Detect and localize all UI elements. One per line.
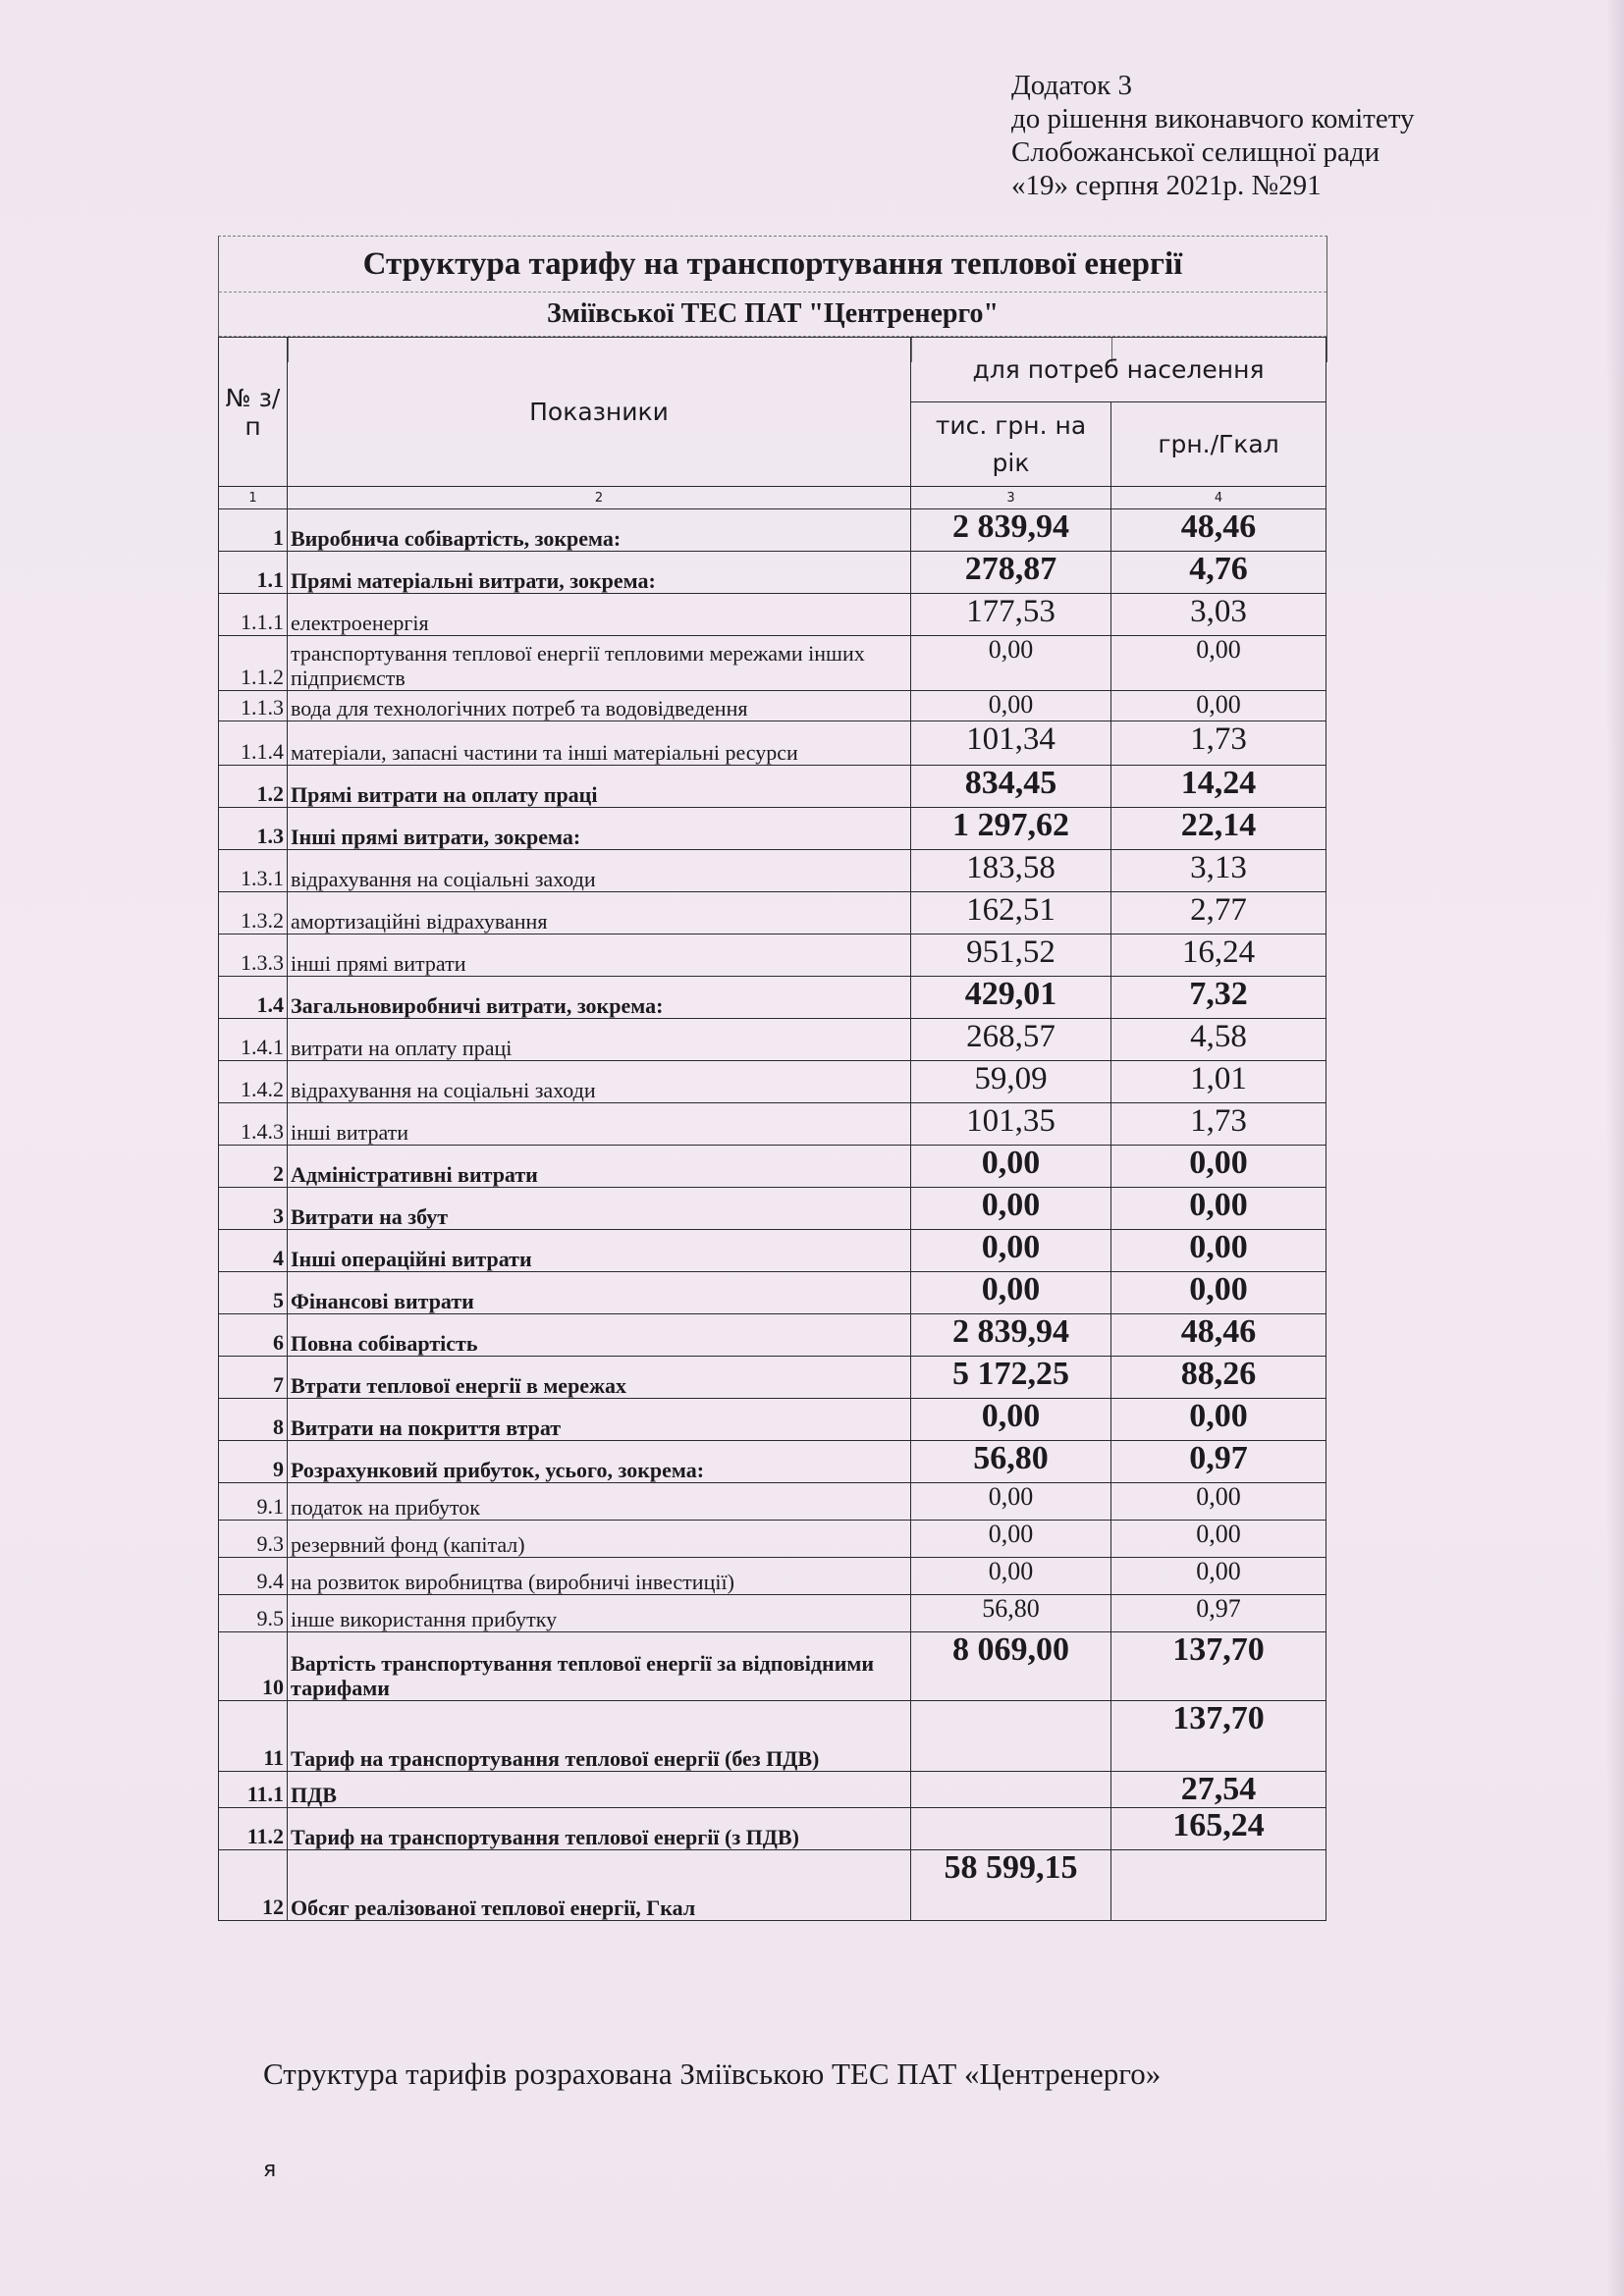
row-value-thousand-uah: 2 839,94 (911, 509, 1111, 552)
table-row (219, 1399, 1326, 1441)
row-number: 9.5 (219, 1595, 288, 1632)
row-label: Тариф на транспортування теплової енергії (без ПДВ) (288, 1701, 911, 1772)
row-value-uah-per-gcal: 48,46 (1111, 509, 1326, 552)
table-row (219, 1558, 1326, 1595)
row-number: 1.3.3 (219, 934, 288, 977)
row-value-thousand-uah: 0,00 (911, 1558, 1111, 1595)
row-label: інші витрати (288, 1103, 911, 1146)
table-row (219, 1357, 1326, 1399)
row-value-thousand-uah: 429,01 (911, 977, 1111, 1019)
row-value-thousand-uah (911, 1701, 1111, 1772)
footer-note: Структура тарифів розрахована Зміївською ТЕС ПАТ «Центренерго» (263, 2056, 1162, 2091)
row-value-uah-per-gcal: 0,00 (1111, 1558, 1326, 1595)
row-label: резервний фонд (капітал) (288, 1521, 911, 1558)
table-row (219, 691, 1326, 721)
document-subtitle: Зміївської ТЕС ПАТ "Центренерго" (219, 293, 1326, 337)
row-label: Втрати теплової енергії в мережах (288, 1357, 911, 1399)
row-value-thousand-uah: 58 599,15 (911, 1850, 1111, 1921)
row-value-thousand-uah: 951,52 (911, 934, 1111, 977)
row-number: 9.4 (219, 1558, 288, 1595)
row-label: Повна собівартість (288, 1314, 911, 1357)
row-value-thousand-uah (911, 1808, 1111, 1850)
row-value-thousand-uah: 0,00 (911, 636, 1111, 691)
table-header-row (219, 338, 1326, 402)
row-number: 1.3.2 (219, 892, 288, 934)
row-value-thousand-uah: 0,00 (911, 1146, 1111, 1188)
row-value-thousand-uah: 2 839,94 (911, 1314, 1111, 1357)
row-label: інші прямі витрати (288, 934, 911, 977)
row-number: 1.1 (219, 552, 288, 594)
row-value-thousand-uah: 59,09 (911, 1061, 1111, 1103)
header-indicators: Показники (288, 338, 911, 487)
table-row (219, 808, 1326, 850)
table-row (219, 766, 1326, 808)
table-row (219, 1314, 1326, 1357)
row-number: 1.1.2 (219, 636, 288, 691)
row-label: Обсяг реалізованої теплової енергії, Гкал (288, 1850, 911, 1921)
annex-line-3: Слобожанської селищної ради (1011, 136, 1380, 168)
row-number: 11 (219, 1701, 288, 1772)
row-value-uah-per-gcal: 0,00 (1111, 1399, 1326, 1441)
row-value-uah-per-gcal: 1,73 (1111, 721, 1326, 766)
table-row (219, 1230, 1326, 1272)
row-value-uah-per-gcal: 0,00 (1111, 1146, 1326, 1188)
row-number: 11.1 (219, 1772, 288, 1808)
row-value-uah-per-gcal: 3,13 (1111, 850, 1326, 892)
row-number: 8 (219, 1399, 288, 1441)
row-label: Загальновиробничі витрати, зокрема: (288, 977, 911, 1019)
row-value-thousand-uah: 162,51 (911, 892, 1111, 934)
row-value-thousand-uah: 183,58 (911, 850, 1111, 892)
table-row (219, 1019, 1326, 1061)
row-label: Витрати на збут (288, 1188, 911, 1230)
row-label: вода для технологічних потреб та водовідведення (288, 691, 911, 721)
row-value-uah-per-gcal: 4,58 (1111, 1019, 1326, 1061)
row-label: Тариф на транспортування теплової енергії (з ПДВ) (288, 1808, 911, 1850)
table-row (219, 977, 1326, 1019)
header-col4: грн./Гкал (1111, 402, 1326, 487)
row-value-thousand-uah: 5 172,25 (911, 1357, 1111, 1399)
table-row (219, 552, 1326, 594)
row-label: Інші прямі витрати, зокрема: (288, 808, 911, 850)
row-value-thousand-uah: 0,00 (911, 691, 1111, 721)
annex-line-4: «19» серпня 2021р. №291 (1011, 170, 1322, 201)
annex-reference (1011, 69, 1415, 202)
row-value-thousand-uah: 0,00 (911, 1230, 1111, 1272)
row-value-thousand-uah: 278,87 (911, 552, 1111, 594)
row-number: 6 (219, 1314, 288, 1357)
row-value-thousand-uah: 177,53 (911, 594, 1111, 636)
row-number: 3 (219, 1188, 288, 1230)
row-number: 4 (219, 1230, 288, 1272)
row-value-uah-per-gcal: 137,70 (1111, 1632, 1326, 1701)
row-value-uah-per-gcal: 0,97 (1111, 1595, 1326, 1632)
row-value-thousand-uah: 0,00 (911, 1483, 1111, 1521)
column-number-row (219, 487, 1326, 509)
row-label: Виробнича собівартість, зокрема: (288, 509, 911, 552)
row-number: 5 (219, 1272, 288, 1314)
table-row (219, 594, 1326, 636)
row-label: Вартість транспортування теплової енергії за відповідними тарифами (288, 1632, 911, 1701)
row-value-thousand-uah (911, 1772, 1111, 1808)
row-value-uah-per-gcal: 27,54 (1111, 1772, 1326, 1808)
row-value-thousand-uah: 101,35 (911, 1103, 1111, 1146)
row-value-uah-per-gcal: 0,00 (1111, 636, 1326, 691)
row-value-uah-per-gcal: 2,77 (1111, 892, 1326, 934)
row-value-uah-per-gcal: 1,01 (1111, 1061, 1326, 1103)
row-value-thousand-uah: 56,80 (911, 1441, 1111, 1483)
row-number: 1.4.3 (219, 1103, 288, 1146)
table-row (219, 1772, 1326, 1808)
row-label: Адміністративні витрати (288, 1146, 911, 1188)
row-number: 1.4.1 (219, 1019, 288, 1061)
row-value-uah-per-gcal: 0,00 (1111, 1521, 1326, 1558)
row-number: 1.3.1 (219, 850, 288, 892)
row-value-thousand-uah: 0,00 (911, 1399, 1111, 1441)
row-value-thousand-uah: 56,80 (911, 1595, 1111, 1632)
row-value-uah-per-gcal: 0,00 (1111, 1230, 1326, 1272)
row-value-uah-per-gcal: 1,73 (1111, 1103, 1326, 1146)
table-row (219, 850, 1326, 892)
row-label: Прямі витрати на оплату праці (288, 766, 911, 808)
row-label: матеріали, запасні частини та інші матеріальні ресурси (288, 721, 911, 766)
row-value-uah-per-gcal: 22,14 (1111, 808, 1326, 850)
row-value-uah-per-gcal: 14,24 (1111, 766, 1326, 808)
row-value-uah-per-gcal: 88,26 (1111, 1357, 1326, 1399)
table-row (219, 934, 1326, 977)
document-title: Структура тарифу на транспортування теплової енергії (219, 237, 1326, 293)
row-label: Прямі матеріальні витрати, зокрема: (288, 552, 911, 594)
annex-line-1: Додаток 3 (1011, 70, 1132, 101)
row-label: транспортування теплової енергії тепловими мережами інших підприємств (288, 636, 911, 691)
row-value-thousand-uah: 834,45 (911, 766, 1111, 808)
row-label: Розрахунковий прибуток, усього, зокрема: (288, 1441, 911, 1483)
row-label: ПДВ (288, 1772, 911, 1808)
col-number: 4 (1111, 487, 1326, 509)
row-value-uah-per-gcal (1111, 1850, 1326, 1921)
row-number: 1.3 (219, 808, 288, 850)
row-label: на розвиток виробництва (виробничі інвестиції) (288, 1558, 911, 1595)
row-number: 9 (219, 1441, 288, 1483)
row-number: 1.4 (219, 977, 288, 1019)
scan-edge-shadow (1606, 0, 1624, 2296)
row-value-thousand-uah: 0,00 (911, 1188, 1111, 1230)
table-row (219, 1521, 1326, 1558)
table-row (219, 1483, 1326, 1521)
row-label: Витрати на покриття втрат (288, 1399, 911, 1441)
row-value-uah-per-gcal: 0,00 (1111, 691, 1326, 721)
row-number: 1.2 (219, 766, 288, 808)
table-row (219, 721, 1326, 766)
row-number: 2 (219, 1146, 288, 1188)
table-row (219, 1441, 1326, 1483)
table-row (219, 1701, 1326, 1772)
row-number: 1.1.3 (219, 691, 288, 721)
table-row (219, 509, 1326, 552)
row-value-uah-per-gcal: 165,24 (1111, 1808, 1326, 1850)
row-value-uah-per-gcal: 16,24 (1111, 934, 1326, 977)
row-value-uah-per-gcal: 137,70 (1111, 1701, 1326, 1772)
row-value-uah-per-gcal: 0,00 (1111, 1272, 1326, 1314)
row-value-uah-per-gcal: 0,97 (1111, 1441, 1326, 1483)
table-row (219, 1061, 1326, 1103)
table-row (219, 892, 1326, 934)
table-row (219, 1850, 1326, 1921)
row-value-thousand-uah: 1 297,62 (911, 808, 1111, 850)
header-col3: тис. грн. на рік (911, 402, 1111, 487)
row-number: 1 (219, 509, 288, 552)
row-label: витрати на оплату праці (288, 1019, 911, 1061)
row-number: 9.3 (219, 1521, 288, 1558)
header-group: для потреб населення (911, 338, 1326, 402)
row-value-thousand-uah: 0,00 (911, 1272, 1111, 1314)
table-row (219, 1188, 1326, 1230)
annex-line-2: до рішення виконавчого комітету (1011, 103, 1415, 134)
table-row (219, 1146, 1326, 1188)
row-value-uah-per-gcal: 0,00 (1111, 1483, 1326, 1521)
row-label: інше використання прибутку (288, 1595, 911, 1632)
table-row (219, 1103, 1326, 1146)
table-row (219, 636, 1326, 691)
row-number: 9.1 (219, 1483, 288, 1521)
row-label: відрахування на соціальні заходи (288, 850, 911, 892)
col-number: 1 (219, 487, 288, 509)
col-number: 2 (288, 487, 911, 509)
header-no: № з/п (219, 338, 288, 487)
col-number: 3 (911, 487, 1111, 509)
row-label: електроенергія (288, 594, 911, 636)
row-value-thousand-uah: 8 069,00 (911, 1632, 1111, 1701)
table-row (219, 1272, 1326, 1314)
row-number: 1.1.4 (219, 721, 288, 766)
corner-mark: я (263, 2158, 277, 2182)
row-number: 1.4.2 (219, 1061, 288, 1103)
table-row (219, 1632, 1326, 1701)
row-value-uah-per-gcal: 3,03 (1111, 594, 1326, 636)
table-row (219, 1595, 1326, 1632)
row-value-uah-per-gcal: 7,32 (1111, 977, 1326, 1019)
row-number: 10 (219, 1632, 288, 1701)
row-number: 11.2 (219, 1808, 288, 1850)
row-value-uah-per-gcal: 48,46 (1111, 1314, 1326, 1357)
row-value-thousand-uah: 101,34 (911, 721, 1111, 766)
row-value-uah-per-gcal: 4,76 (1111, 552, 1326, 594)
row-number: 7 (219, 1357, 288, 1399)
row-label: амортизаційні відрахування (288, 892, 911, 934)
tariff-table (218, 337, 1326, 1921)
row-number: 1.1.1 (219, 594, 288, 636)
row-label: податок на прибуток (288, 1483, 911, 1521)
row-number: 12 (219, 1850, 288, 1921)
row-label: Інші операційні витрати (288, 1230, 911, 1272)
row-label: Фінансові витрати (288, 1272, 911, 1314)
row-value-thousand-uah: 268,57 (911, 1019, 1111, 1061)
row-label: відрахування на соціальні заходи (288, 1061, 911, 1103)
row-value-uah-per-gcal: 0,00 (1111, 1188, 1326, 1230)
table-row (219, 1808, 1326, 1850)
row-value-thousand-uah: 0,00 (911, 1521, 1111, 1558)
